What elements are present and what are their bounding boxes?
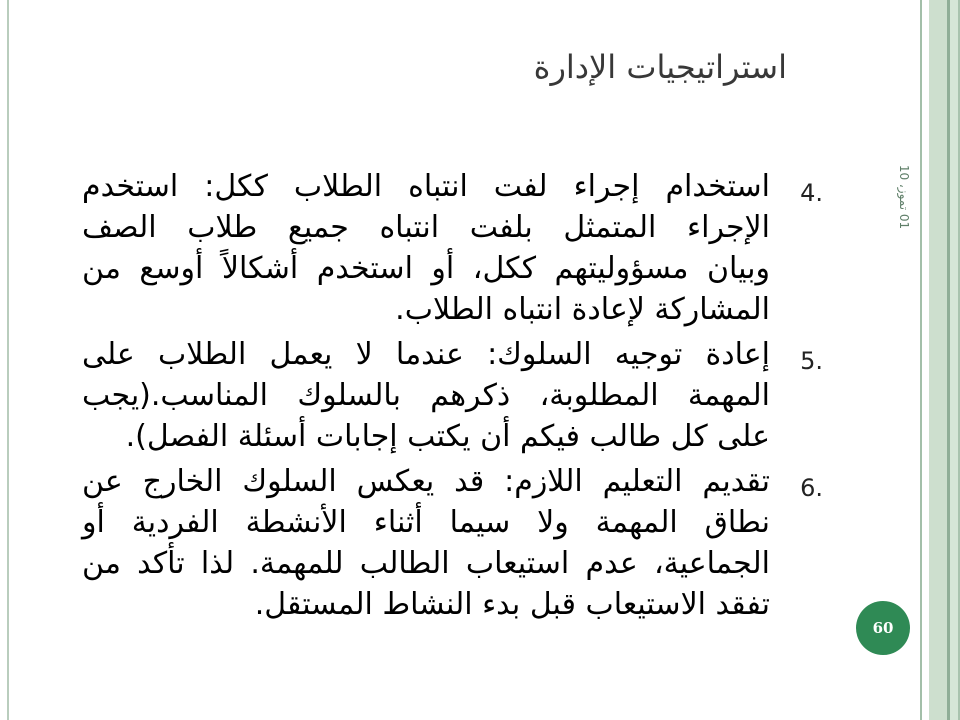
- list-item: [82, 334, 832, 457]
- slide-body: [82, 166, 832, 629]
- right-frame-stripe: [929, 0, 947, 720]
- text-line: المشاركة لإعادة انتباه الطلاب.: [395, 292, 770, 327]
- text-line: إعادة توجيه السلوك: عندما لا يعمل الطلاب على: [82, 337, 770, 372]
- list-item-number: 4.: [800, 179, 823, 207]
- text-line: وبيان مسؤوليتهم ككل، أو استخدم أشكالاً أوسع من: [82, 251, 770, 286]
- text-line: نطاق المهمة ولا سيما أثناء الأنشطة الفردية أو: [82, 505, 770, 540]
- text-line: المهمة المطلوبة، ذكرهم بالسلوك المناسب.(يجب: [82, 378, 770, 413]
- list-item-number: 5.: [800, 347, 823, 375]
- slide-title: استراتيجيات الإدارة: [533, 48, 787, 86]
- text-line: الإجراء المتمثل بلفت انتباه جميع طلاب الصف: [82, 210, 770, 245]
- right-frame-stripe: [920, 0, 922, 720]
- page-number-badge: [856, 601, 910, 655]
- slide-date: 01 تموز، 10: [897, 164, 911, 230]
- list-item: [82, 166, 832, 330]
- text-line: تفقد الاستيعاب قبل بدء النشاط المستقل.: [254, 587, 770, 622]
- list-item-number: 6.: [800, 474, 823, 502]
- text-line: على كل طالب فيكم أن يكتب إجابات أسئلة الفصل).: [125, 419, 770, 454]
- page-number: 60: [872, 619, 894, 637]
- text-line: الجماعية، عدم استيعاب الطالب للمهمة. لذا تأكد من: [82, 546, 770, 581]
- left-frame-rule: [7, 0, 9, 720]
- list-item: [82, 461, 832, 625]
- text-line: استخدام إجراء لفت انتباه الطلاب ككل: استخدم: [82, 169, 770, 204]
- text-line: تقديم التعليم اللازم: قد يعكس السلوك الخارج عن: [82, 464, 770, 499]
- right-frame-stripe: [950, 0, 958, 720]
